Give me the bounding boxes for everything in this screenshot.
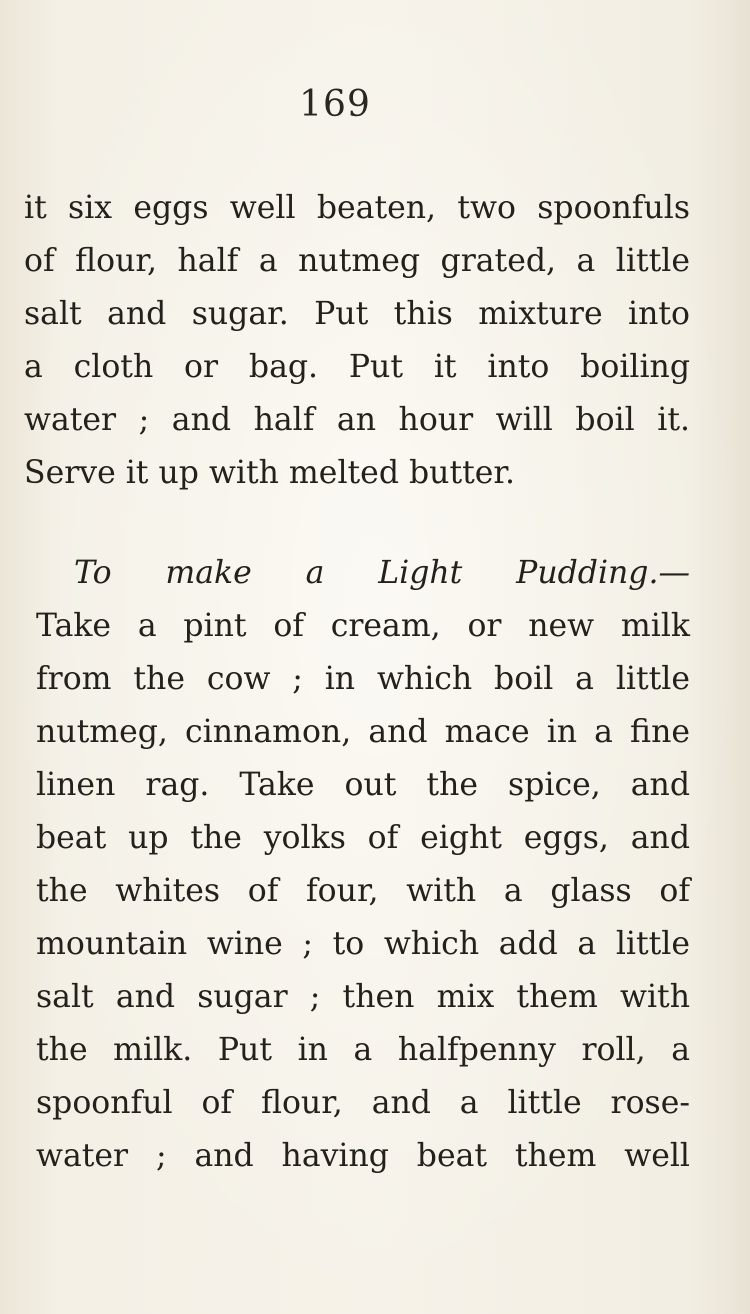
text-line: salt and sugar ; then mix them with xyxy=(36,979,690,1015)
text-line: mountain wine ; to which add a little xyxy=(36,926,690,962)
text-line: the milk. Put in a halfpenny roll, a xyxy=(36,1032,690,1068)
page-number: 169 xyxy=(299,84,371,125)
text-line: linen rag. Take out the spice, and xyxy=(36,767,690,803)
recipe-light-pudding xyxy=(24,547,690,1183)
text-line: it six eggs well beaten, two spoonfuls xyxy=(24,190,690,226)
text-line: the whites of four, with a glass of xyxy=(36,873,690,909)
text-line: a cloth or bag. Put it into boiling xyxy=(24,349,690,385)
text-line: water ; and having beat them well xyxy=(36,1138,690,1174)
paragraph-continuation xyxy=(24,182,690,500)
text-line: beat up the yolks of eight eggs, and xyxy=(36,820,690,856)
text-line: nutmeg, cinnamon, and mace in a fine xyxy=(36,714,690,750)
text-line: Take a pint of cream, or new milk xyxy=(36,608,690,644)
text-line: from the cow ; in which boil a little xyxy=(36,661,690,697)
recipe-heading: To make a Light Pudding.— xyxy=(74,555,690,591)
text-line: salt and sugar. Put this mixture into xyxy=(24,296,690,332)
text-line: water ; and half an hour will boil it. xyxy=(24,402,690,438)
text-line: Serve it up with melted butter. xyxy=(24,455,516,491)
text-line: spoonful of flour, and a little rose- xyxy=(36,1085,690,1121)
text-line: of flour, half a nutmeg grated, a little xyxy=(24,243,690,279)
